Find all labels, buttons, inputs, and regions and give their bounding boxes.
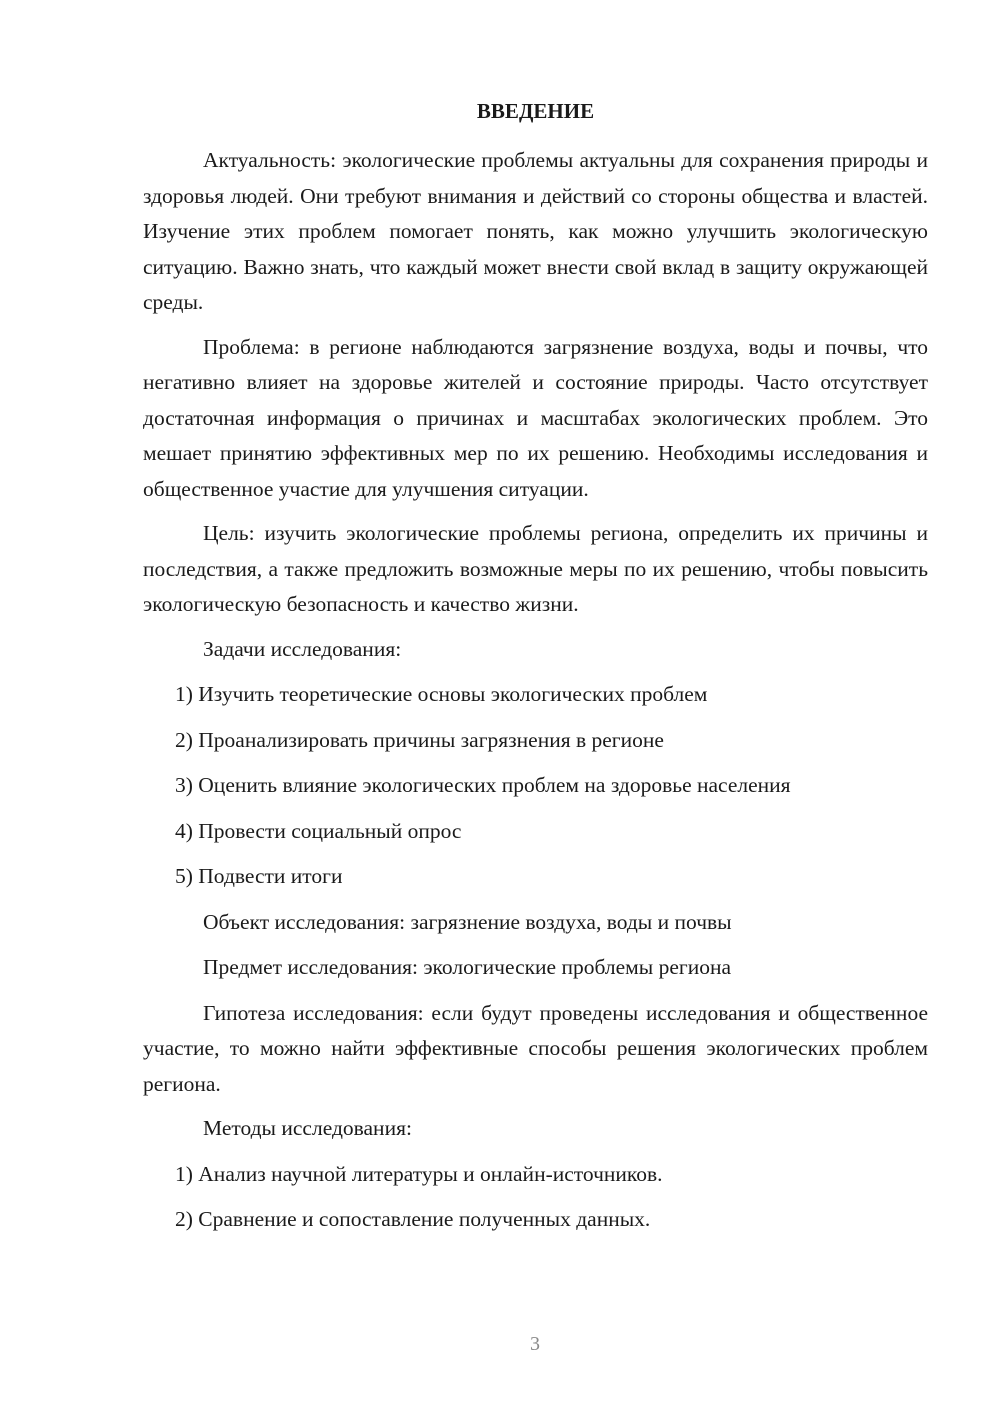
tasks-heading: Задачи исследования: xyxy=(203,636,402,661)
method-item: 1) Анализ научной литературы и онлайн-источников. xyxy=(175,1161,663,1186)
research-subject: Предмет исследования: экологические проблемы региона xyxy=(203,955,731,979)
task-item: 1) Изучить теоретические основы экологических проблем xyxy=(175,682,708,706)
relevance-paragraph: Актуальность: экологические проблемы актуальны для сохранения природы и здоровья людей. Они требуют внимания и действий со стороны общества и властей. Изучение этих проблем помогает понять, как можно улучшить экологическую ситуацию. Важно знать, что каждый может внести свой вклад в защиту окружающей среды. xyxy=(143,148,928,314)
problem-paragraph: Проблема: в регионе наблюдаются загрязнение воздуха, воды и почвы, что негативно влияет на здоровье жителей и состояние природы. Часто отсутствует достаточная информация о причинах и масштабах экологических проблем. Это мешает принятию эффективных мер по их решению. Необходимы исследования и общественное участие для улучшения ситуации. xyxy=(143,334,928,501)
task-item: 2) Проанализировать причины загрязнения в регионе xyxy=(175,727,664,752)
section-title: ВВЕДЕНИЕ xyxy=(476,99,595,123)
methods-heading: Методы исследования: xyxy=(203,1116,412,1140)
task-item: 3) Оценить влияние экологических проблем на здоровье населения xyxy=(175,773,791,797)
hypothesis-paragraph: Гипотеза исследования: если будут проведены исследования и общественное участие, то можно найти эффективные способы решения экологических проблем региона. xyxy=(143,1000,928,1096)
task-item: 5) Подвести итоги xyxy=(175,864,343,888)
method-item: 2) Сравнение и сопоставление полученных данных. xyxy=(175,1207,651,1231)
document-body xyxy=(143,92,928,1248)
research-object: Объект исследования: загрязнение воздуха, воды и почвы xyxy=(203,909,732,934)
page-number: 3 xyxy=(530,1333,540,1355)
goal-paragraph: Цель: изучить экологические проблемы региона, определить их причины и последствия, а также предложить возможные меры по их решению, чтобы повысить экологическую безопасность и качество жизни. xyxy=(143,521,928,616)
task-item: 4) Провести социальный опрос xyxy=(175,818,462,843)
